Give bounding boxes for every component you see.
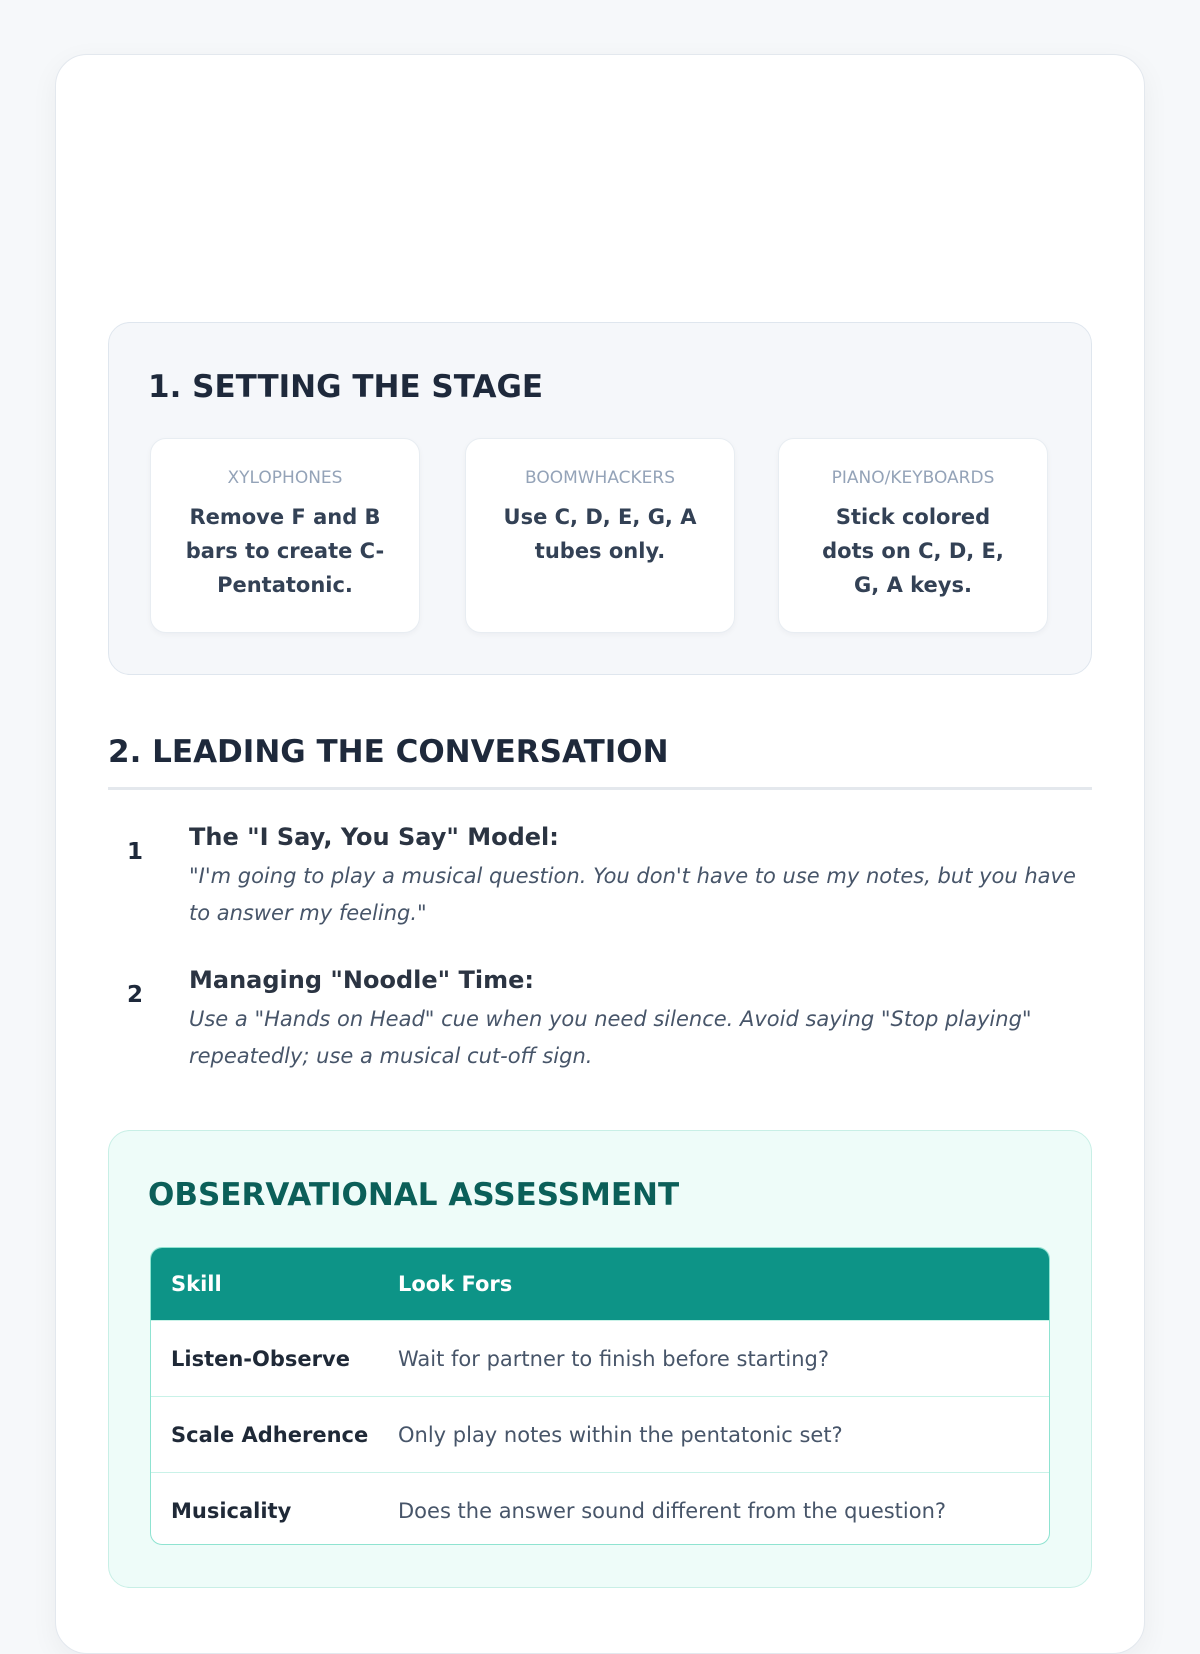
skill-cell: Musicality: [151, 1473, 398, 1546]
look-for-cell: Only play notes within the pentatonic set?: [398, 1397, 1049, 1473]
step-title-managing-noodle-time: Managing "Noodle" Time:: [189, 966, 534, 994]
step-number-1: 1: [127, 839, 144, 865]
xylophones-card: [150, 438, 420, 633]
instrument-label-piano-keyboards: PIANO/KEYBOARDS: [831, 468, 995, 488]
instrument-instruction-xylophones: Remove F and B bars to create C-Pentatonic.: [185, 505, 385, 597]
table-row: [151, 1473, 1049, 1546]
step-quote-i-say-you-say: "I'm going to play a musical question. You don't have to use my notes, but you have to answer my feeling.": [189, 864, 1076, 925]
setting-the-stage-title: 1. SETTING THE STAGE: [148, 369, 544, 405]
look-for-cell: Wait for partner to finish before starting?: [398, 1321, 1049, 1397]
skill-column-header: Skill: [151, 1248, 398, 1321]
section-divider: [108, 787, 1092, 790]
assessment-table: [150, 1247, 1050, 1545]
observational-assessment-title: OBSERVATIONAL ASSESSMENT: [148, 1177, 680, 1213]
skill-cell: Scale Adherence: [151, 1397, 398, 1473]
step-guidance-managing-noodle-time: Use a "Hands on Head" cue when you need silence. Avoid saying "Stop playing" repeatedly; use a musical cut-off sign.: [189, 1007, 1032, 1068]
instrument-label-xylophones: XYLOPHONES: [227, 468, 343, 488]
look-for-cell: Does the answer sound different from the question?: [398, 1473, 1049, 1546]
table-row: [151, 1397, 1049, 1473]
step-number-2: 2: [127, 982, 144, 1008]
step-title-i-say-you-say: The "I Say, You Say" Model:: [189, 823, 559, 851]
leading-the-conversation-title: 2. LEADING THE CONVERSATION: [108, 734, 669, 770]
instrument-instruction-boomwhackers: Use C, D, E, G, A tubes only.: [503, 505, 697, 563]
boomwhackers-card: [465, 438, 735, 633]
instrument-label-boomwhackers: BOOMWHACKERS: [524, 468, 676, 488]
table-row: [151, 1321, 1049, 1397]
instrument-instruction-piano-keyboards: Stick colored dots on C, D, E, G, A keys.: [822, 505, 1004, 597]
assessment-table-header: [151, 1248, 1049, 1321]
skill-cell: Listen-Observe: [151, 1321, 398, 1397]
look-fors-column-header: Look Fors: [398, 1248, 1049, 1321]
piano-keyboards-card: [778, 438, 1048, 633]
